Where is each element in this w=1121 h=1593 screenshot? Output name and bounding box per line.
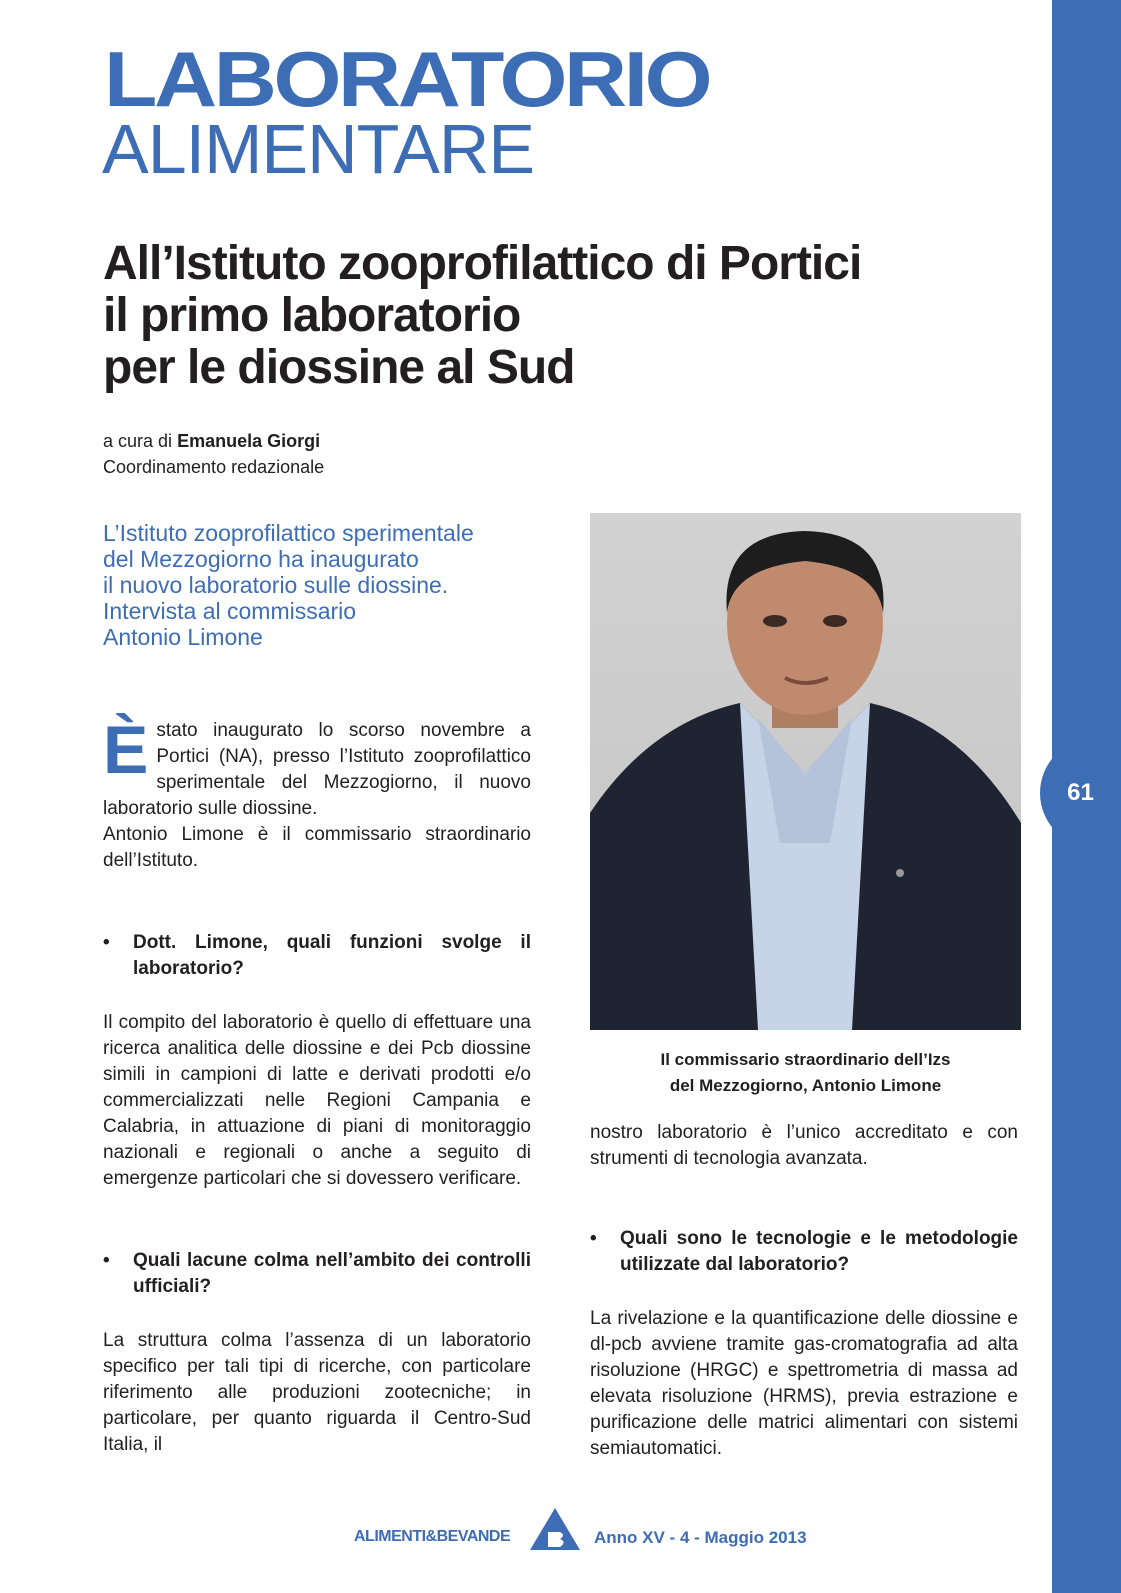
portrait-illustration xyxy=(590,513,1021,1030)
answer-2-continued: nostro laboratorio è l’unico accreditato e con strumenti di tecnologia avanzata. xyxy=(590,1122,1018,1169)
byline-prefix: a cura di xyxy=(103,431,173,451)
photo-caption xyxy=(590,1047,1021,1099)
headline-line-1: All’Istituto zooprofilattico di Portici xyxy=(103,237,862,290)
footer-issue: Anno XV - 4 - Maggio 2013 xyxy=(594,1528,807,1547)
byline-author: Emanuela Giorgi xyxy=(177,431,321,451)
page-number: 61 xyxy=(1067,779,1094,806)
lead-line-4: Intervista al commissario xyxy=(103,598,357,624)
portrait-photo xyxy=(590,513,1021,1030)
caption-line-2: del Mezzogiorno, Antonio Limone xyxy=(669,1076,942,1095)
lead-line-2: del Mezzogiorno ha inaugurato xyxy=(103,546,419,572)
section-subtitle: ALIMENTARE xyxy=(102,110,535,188)
article-headline xyxy=(103,238,861,394)
magazine-logo-icon xyxy=(530,1508,580,1550)
lead-line-5: Antonio Limone xyxy=(103,624,263,650)
headline-line-2: il primo laboratorio xyxy=(103,289,521,342)
intro-paragraph-2: Antonio Limone è il commissario straordinario dell’Istituto. xyxy=(103,824,531,871)
left-column xyxy=(103,712,531,1458)
answer-3: La rivelazione e la quantificazione delle diossine e dl-pcb avviene tramite gas-cromatografia ad alta risoluzione (HRGC) e spettrometria di massa ad elevata risoluzione (HRMS), previa estrazione e purificazione delle matrici alimentari con sistemi semiautomatici. xyxy=(590,1308,1018,1459)
dropcap: È xyxy=(103,712,149,788)
intro-text: stato inaugurato lo scorso novembre a Portici (NA), presso l’Istituto zooprofilattico sperimentale del Mezzogiorno, il nuovo laboratorio sulle diossine. xyxy=(103,720,531,819)
right-column xyxy=(590,1120,1018,1462)
headline-line-3: per le diossine al Sud xyxy=(103,341,575,394)
page-footer xyxy=(354,1508,814,1548)
byline-role: Coordinamento redazionale xyxy=(103,457,325,477)
footer-brand: ALIMENTI&BEVANDE xyxy=(354,1528,511,1545)
intro-paragraph xyxy=(103,712,531,822)
lead-line-3: il nuovo laboratorio sulle diossine. xyxy=(103,572,449,598)
caption-line-1: Il commissario straordinario dell’Izs xyxy=(660,1050,951,1069)
question-2: • Quali lacune colma nell’ambito dei controlli ufficiali? xyxy=(103,1248,531,1300)
lead-line-1: L’Istituto zooprofilattico sperimentale xyxy=(103,520,474,546)
question-3: • Quali sono le tecnologie e le metodologie utilizzate dal laboratorio? xyxy=(590,1226,1018,1278)
article-lead xyxy=(103,520,523,650)
answer-1: Il compito del laboratorio è quello di effettuare una ricerca analitica delle diossine e dei Pcb diossine simili in campioni di latte e derivati prodotti e/o commercializzati nelle Regioni Campania e Calabria, in attuazione di piani di monitoraggio nazionali e regionali o anche a seguito di emergenze particolari che si dovessero verificare. xyxy=(103,1012,531,1189)
byline xyxy=(103,428,324,480)
section-title: LABORATORIO xyxy=(104,35,710,123)
answer-2: La struttura colma l’assenza di un laboratorio specifico per tali tipi di ricerche, con particolare riferimento alle produzioni zootecniche; in particolare, per quanto riguarda il Centro-Sud Italia, il xyxy=(103,1330,531,1455)
question-1: • Dott. Limone, quali funzioni svolge il laboratorio? xyxy=(103,930,531,982)
